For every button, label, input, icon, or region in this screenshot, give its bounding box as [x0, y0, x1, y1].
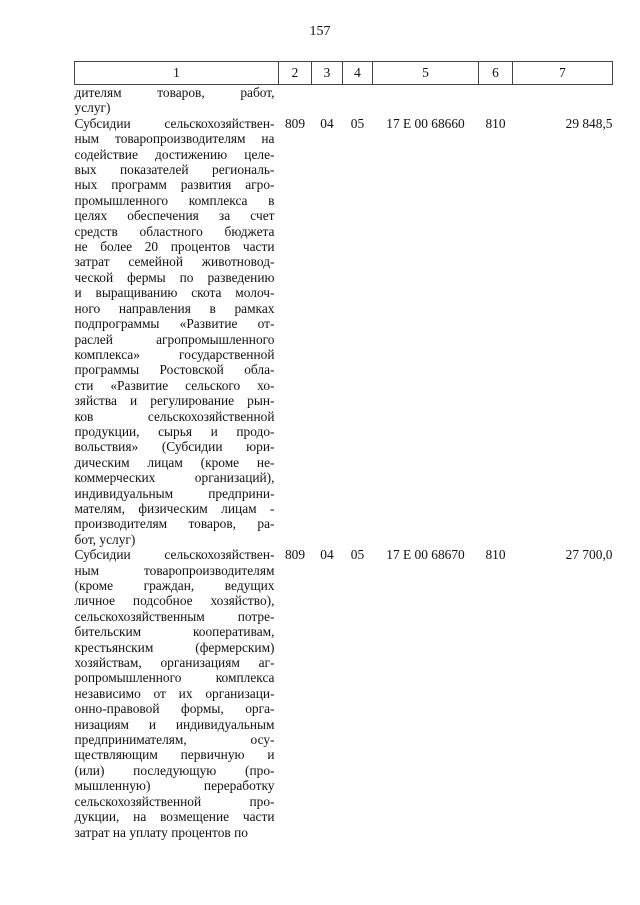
target-article-code: 17 Е 00 68670 — [386, 547, 465, 563]
expense-name-line: раслей агропромышленного — [74, 331, 275, 347]
expense-name-line: бот, услуг) — [74, 531, 136, 547]
expense-name-line: сельскохозяйственной про- — [74, 793, 275, 809]
expense-name-line: не более 20 процентов части — [74, 239, 275, 255]
expense-name-line: хозяйствам, организациям аг- — [74, 655, 275, 671]
expense-name-line: комплекса» государственной — [74, 346, 275, 362]
expense-name-line: индивидуальным предприни- — [74, 485, 275, 501]
page-number: 157 — [309, 24, 331, 39]
expense-name-line: содействие достижению целе- — [74, 146, 275, 162]
expense-name-line: бительским кооперативам, — [74, 624, 275, 640]
expense-name-line: программы Ростовской обла- — [74, 362, 275, 378]
expense-name-line: дукции, на возмещение части — [74, 809, 275, 825]
subsection-code — [343, 85, 373, 116]
expense-name-line: онно-правовой формы, орга- — [74, 701, 275, 717]
header-col-1: 1 — [75, 62, 279, 85]
expense-name-line: продукции, сырья и продо- — [74, 423, 275, 439]
expense-type-code: 810 — [485, 547, 506, 563]
target-article-code — [373, 85, 479, 116]
subsection-code: 05 — [350, 547, 365, 563]
expense-name-line: подпрограммы «Развитие от- — [74, 316, 275, 332]
expense-name-line: промышленного комплекса в — [74, 192, 275, 208]
expense-name-cell — [75, 116, 279, 547]
expense-name-line: производителям товаров, ра- — [74, 516, 275, 532]
expense-name-cell — [75, 547, 279, 840]
expense-name-line: ществляющим первичную и — [74, 747, 275, 763]
expense-name-line: дическим лицам (кроме не- — [74, 454, 275, 470]
expense-name-line: ков сельскохозяйственной — [74, 408, 275, 424]
expense-name-cell — [75, 85, 279, 116]
expense-name-line: личное подсобное хозяйство), — [74, 593, 275, 609]
header-col-6: 6 — [479, 62, 513, 85]
expense-name-line: и выращиванию скота молоч- — [74, 285, 275, 301]
ministry-code: 809 — [284, 115, 306, 131]
expense-name-line: (или) последующую (про- — [74, 762, 275, 778]
expense-name-line: ропромышленного комплекса — [74, 670, 275, 686]
amount-cell: 29 848,5 — [565, 115, 613, 131]
section-code: 04 — [320, 115, 334, 131]
header-col-5: 5 — [373, 62, 479, 85]
expense-name-line: услуг) — [74, 100, 111, 116]
expense-name-line: (кроме граждан, ведущих — [74, 578, 275, 593]
expense-name-line: мышленную) переработку — [74, 778, 275, 794]
expense-name-line: вольствия» (Субсидии юри- — [74, 439, 275, 455]
ministry-code — [279, 85, 312, 116]
expense-name-line: коммерческих организаций), — [74, 470, 275, 486]
expense-name-line: затрат на уплату процентов по — [74, 824, 248, 840]
expense-name-line: предпринимателям, осу- — [74, 732, 275, 748]
amount-cell: 27 700,0 — [565, 547, 613, 563]
expense-name-line: ного направления в рамках — [74, 300, 275, 316]
expense-name-line: Субсидии сельскохозяйствен- — [74, 547, 275, 563]
expense-name-line: сти «Развитие сельского хо- — [74, 377, 275, 393]
section-code — [312, 85, 343, 116]
expense-type-code — [479, 85, 513, 116]
header-col-2: 2 — [279, 62, 312, 85]
expense-name-line: вых показателей региональ- — [74, 162, 275, 178]
expense-name-line: средств областного бюджета — [74, 223, 275, 239]
expense-name-line: мателям, физическим лицам - — [74, 500, 275, 516]
budget-table — [74, 61, 613, 840]
expense-name-line: ным товаропроизводителям на — [74, 131, 275, 147]
section-code: 04 — [320, 547, 334, 563]
table-row — [75, 116, 613, 547]
expense-name-line: низациям и индивидуальным — [74, 716, 275, 732]
expense-name-line: ных программ развития агро- — [74, 177, 275, 193]
expense-name-line: крестьянским (фермерским) — [74, 639, 275, 655]
header-col-4: 4 — [343, 62, 373, 85]
ministry-code: 809 — [284, 547, 306, 563]
expense-name-line: целях обеспечения за счет — [74, 208, 275, 224]
expense-name-line: независимо от их организаци- — [74, 685, 275, 701]
subsection-code: 05 — [350, 115, 365, 131]
expense-type-code: 810 — [485, 115, 506, 131]
amount-cell — [513, 85, 613, 116]
table-row — [75, 85, 613, 116]
target-article-code: 17 Е 00 68660 — [386, 115, 465, 131]
expense-name-line: зяйства и регулирование рын- — [74, 393, 275, 409]
table-row — [75, 547, 613, 840]
expense-name-line: Субсидии сельскохозяйствен- — [74, 115, 275, 131]
header-col-7: 7 — [513, 62, 613, 85]
expense-name-line: ческой фермы по разведению — [74, 269, 275, 285]
expense-name-line: затрат семейной животновод- — [74, 254, 275, 270]
expense-name-line: дителям товаров, работ, — [74, 85, 275, 100]
table-header-row — [75, 62, 613, 85]
expense-name-line: ным товаропроизводителям — [74, 562, 275, 578]
expense-name-line: сельскохозяйственным потре- — [74, 608, 275, 624]
header-col-3: 3 — [312, 62, 343, 85]
